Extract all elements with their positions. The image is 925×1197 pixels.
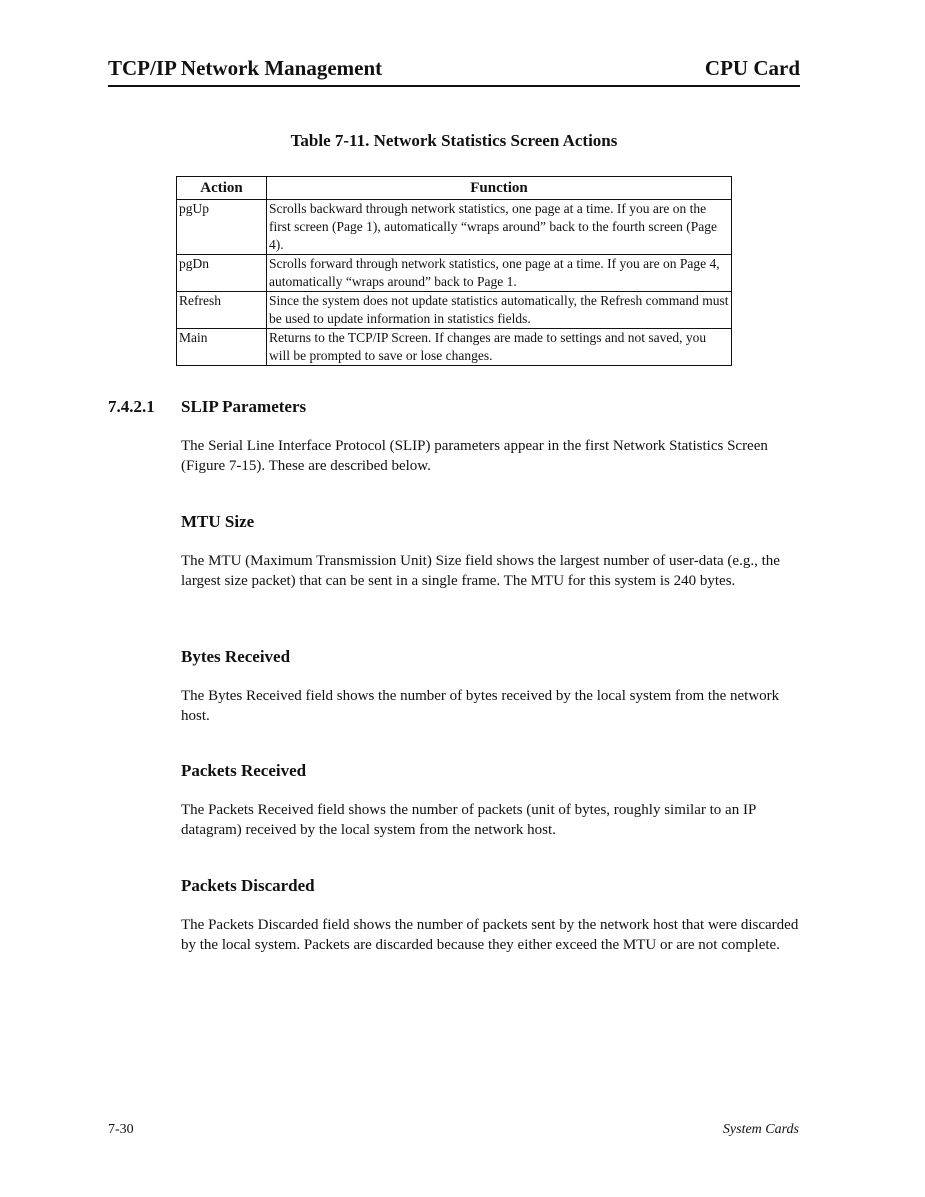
page-number: 7-30: [108, 1122, 134, 1137]
table-row: [177, 329, 732, 366]
table-cell-function: Returns to the TCP/IP Screen. If changes are made to settings and not saved, you will be prompted to save or lose changes.: [267, 329, 732, 366]
subsection-heading-mtu-size: MTU Size: [181, 512, 255, 531]
chapter-title: CPU Card: [704, 56, 800, 80]
table-cell-action: Refresh: [177, 292, 267, 329]
document-title: TCP/IP Network Management: [108, 56, 383, 80]
table-cell-action: pgDn: [177, 255, 267, 292]
table-caption: Table 7-11. Network Statistics Screen Actions: [290, 131, 618, 150]
table-row: [177, 255, 732, 292]
table-row: [177, 292, 732, 329]
section-intro-paragraph: The Serial Line Interface Protocol (SLIP) parameters appear in the first Network Statistics Screen (Figure 7-15). These are described below.: [181, 438, 768, 474]
paragraph-packets-received: The Packets Received field shows the number of packets (unit of bytes, roughly similar to an IP datagram) received by the local system from the network host.: [181, 802, 756, 838]
table-cell-function: Since the system does not update statistics automatically, the Refresh command must be used to update information in statistics fields.: [267, 292, 732, 329]
paragraph-bytes-received: The Bytes Received field shows the number of bytes received by the local system from the network host.: [181, 688, 780, 724]
table-header-row: [177, 177, 732, 200]
actions-table: [176, 176, 732, 366]
section-number: 7.4.2.1: [108, 397, 155, 416]
subsection-heading-packets-received: Packets Received: [181, 761, 307, 780]
column-header-action: Action: [177, 177, 267, 200]
section-heading: SLIP Parameters: [181, 397, 307, 416]
subsection-heading-bytes-received: Bytes Received: [181, 647, 291, 666]
table-cell-function: Scrolls forward through network statistics, one page at a time. If you are on Page 4, automatically “wraps around” back to Page 1.: [267, 255, 732, 292]
page-header: [108, 56, 800, 87]
table-row: [177, 200, 732, 255]
footer-book-title: System Cards: [722, 1122, 799, 1137]
table-cell-action: pgUp: [177, 200, 267, 255]
column-header-function: Function: [267, 177, 732, 200]
table-cell-function: Scrolls backward through network statistics, one page at a time. If you are on the first screen (Page 1), automatically “wraps around” back to the fourth screen (Page 4).: [267, 200, 732, 255]
paragraph-packets-discarded: The Packets Discarded field shows the number of packets sent by the network host that were discarded by the local system. Packets are discarded because they either exceed the MTU or are not complete.: [181, 917, 799, 953]
paragraph-mtu-size: The MTU (Maximum Transmission Unit) Size field shows the largest number of user-data (e.g., the largest size packet) that can be sent in a single frame. The MTU for this system is 240 bytes.: [181, 553, 780, 589]
table-cell-action: Main: [177, 329, 267, 366]
subsection-heading-packets-discarded: Packets Discarded: [181, 876, 315, 895]
